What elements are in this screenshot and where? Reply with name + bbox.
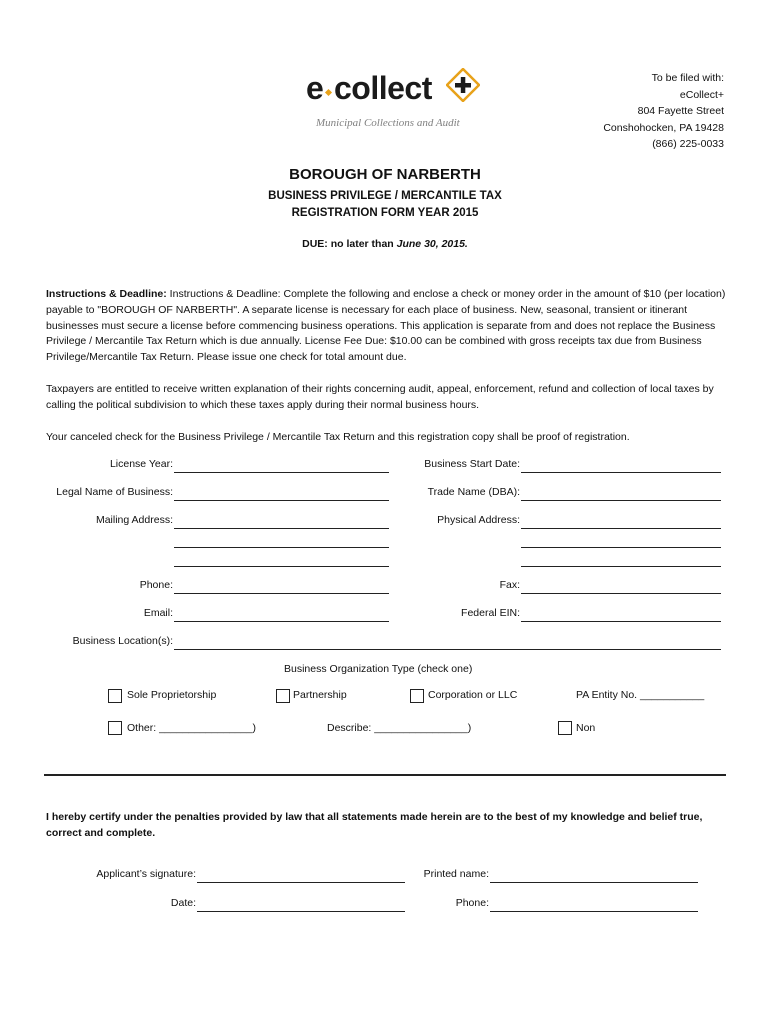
business-start-date-label: Business Start Date:: [424, 458, 520, 470]
signature-phone-label: Phone:: [455, 897, 489, 909]
filed-with-line: (866) 225-0033: [652, 138, 724, 150]
proof-paragraph: Your canceled check for the Business Privilege / Mercantile Tax Return and this registration copy shall be proof of registration.: [46, 431, 630, 443]
legal-name-field[interactable]: [174, 500, 389, 501]
printed-name-field[interactable]: [490, 882, 698, 883]
trade-name-label: Trade Name (DBA):: [427, 486, 520, 498]
document-title: BOROUGH OF NARBERTH: [289, 166, 481, 183]
partnership-label: Partnership: [293, 689, 347, 701]
filed-with-line: To be filed with:: [651, 72, 724, 84]
physical-address-field-2[interactable]: [521, 547, 721, 548]
signature-date-field[interactable]: [197, 911, 405, 912]
due-date: June 30, 2015.: [396, 238, 468, 250]
document-subtitle: [0, 188, 770, 222]
email-label: Email:: [143, 607, 173, 619]
mailing-address-label: Mailing Address:: [95, 514, 173, 526]
business-locations-field[interactable]: [174, 649, 721, 650]
filed-with-line: 804 Fayette Street: [637, 105, 724, 117]
mailing-address-field-3[interactable]: [174, 566, 389, 567]
partnership-checkbox[interactable]: [276, 689, 290, 703]
license-year-field[interactable]: [174, 472, 389, 473]
instructions-text: Instructions & Deadline: Complete the following and enclose a check or money order in the amount of $10 (per location) payable to "BOROUGH OF NARBERTH". A separate license is necessary for each place of business. New, seasonal, transient or itinerant businesses must secure a license before commencing business operations. This application is separate from and does not replace the Business Privilege / Mercantile Tax Return which is due annually. License Fee Due: $10.00 can be combined with gross receipts tax due from Business Privilege/Mercantile Tax Return. Please issue one check for total amount due.: [46, 288, 726, 364]
non-label: Non: [576, 722, 596, 734]
corporation-llc-label: Corporation or LLC: [428, 689, 518, 701]
non-checkbox[interactable]: [558, 721, 572, 735]
subtitle-line-2: REGISTRATION FORM YEAR 2015: [291, 207, 479, 219]
plus-diamond-icon: [446, 68, 480, 102]
legal-name-label: Legal Name of Business:: [56, 486, 173, 498]
due-date-line: [0, 238, 770, 250]
sole-proprietorship-label: Sole Proprietorship: [127, 689, 217, 701]
due-prefix: DUE: no later than: [302, 238, 397, 250]
phone-label: Phone:: [139, 579, 173, 591]
business-locations-label: Business Location(s):: [72, 635, 173, 647]
physical-address-field-3[interactable]: [521, 566, 721, 567]
filed-with-line: Conshohocken, PA 19428: [603, 121, 724, 134]
federal-ein-label: Federal EIN:: [461, 607, 520, 619]
logo-e: e: [306, 70, 324, 106]
signature-phone-field[interactable]: [490, 911, 698, 912]
federal-ein-field[interactable]: [521, 621, 721, 622]
signature-date-label: Date:: [170, 897, 196, 909]
describe-field[interactable]: Describe: ________________): [327, 722, 472, 734]
fax-field[interactable]: [521, 593, 721, 594]
ecollect-logo: [300, 66, 500, 136]
subtitle-line-1: BUSINESS PRIVILEGE / MERCANTILE TAX: [268, 190, 502, 202]
mailing-address-field[interactable]: [174, 528, 389, 529]
instructions-paragraph: [46, 287, 728, 366]
physical-address-field[interactable]: [521, 528, 721, 529]
license-year-label: License Year:: [109, 458, 173, 470]
rights-paragraph: Taxpayers are entitled to receive written explanation of their rights concerning audit, appeal, enforcement, refund and collection of local taxes by calling the political subdivision to which these taxes apply during their normal business hours.: [46, 383, 714, 411]
other-checkbox[interactable]: [108, 721, 122, 735]
printed-name-label: Printed name:: [423, 868, 489, 880]
logo-collect: collect: [334, 70, 432, 106]
other-label[interactable]: Other: ________________): [127, 722, 257, 734]
org-type-heading: Business Organization Type (check one): [284, 663, 473, 675]
section-divider: [44, 774, 726, 776]
filed-with-line: eCollect+: [679, 88, 724, 101]
corporation-llc-checkbox[interactable]: [410, 689, 424, 703]
applicant-signature-field[interactable]: [197, 882, 405, 883]
filed-with-address: [603, 70, 724, 153]
sole-proprietorship-checkbox[interactable]: [108, 689, 122, 703]
certification-statement: I hereby certify under the penalties provided by law that all statements made herein are to the best of my knowledge and belief true, correct and complete.: [46, 811, 703, 839]
trade-name-field[interactable]: [521, 500, 721, 501]
instructions-label: Instructions & Deadline:: [46, 288, 167, 300]
pa-entity-number-field[interactable]: PA Entity No. ___________: [576, 689, 705, 701]
physical-address-label: Physical Address:: [437, 514, 520, 526]
email-field[interactable]: [174, 621, 389, 622]
phone-field[interactable]: [174, 593, 389, 594]
logo-dot-icon: [325, 89, 332, 96]
applicant-signature-label: Applicant’s signature:: [96, 868, 196, 880]
logo-tagline: Municipal Collections and Audit: [316, 117, 460, 129]
mailing-address-field-2[interactable]: [174, 547, 389, 548]
fax-label: Fax:: [499, 579, 520, 591]
business-start-date-field[interactable]: [521, 472, 721, 473]
